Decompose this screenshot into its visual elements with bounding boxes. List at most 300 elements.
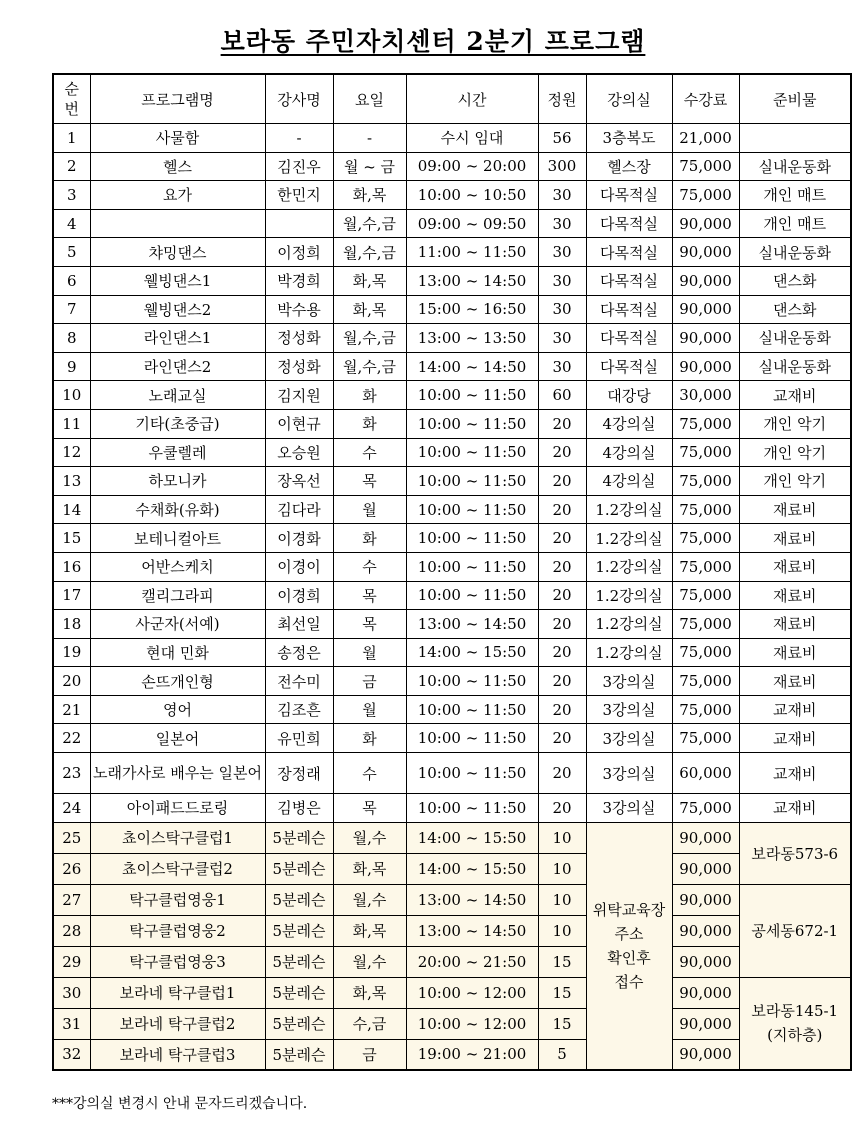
cell-day: 수,금: [333, 1008, 406, 1039]
page-title: 보라동 주민자치센터 2분기 프로그램: [220, 27, 646, 56]
cell-no: 27: [53, 884, 90, 915]
cell-teacher: 5분레슨: [265, 853, 333, 884]
cell-fee: 90,000: [672, 352, 739, 381]
cell-program: 보라네 탁구클럽1: [90, 977, 265, 1008]
cell-supplies: 재료비: [739, 667, 851, 696]
cell-supplies: [739, 124, 851, 153]
cell-room: 다목적실: [586, 324, 672, 353]
cell-time: 14:00 ~ 15:50: [406, 822, 538, 853]
cell-time: 09:00 ~ 20:00: [406, 152, 538, 181]
table-row: [53, 884, 851, 915]
cell-time: 13:00 ~ 14:50: [406, 915, 538, 946]
cell-day: 월: [333, 638, 406, 667]
cell-fee: 75,000: [672, 409, 739, 438]
cell-no: 10: [53, 381, 90, 410]
cell-program: 라인댄스2: [90, 352, 265, 381]
cell-fee: 90,000: [672, 209, 739, 238]
table-row: [53, 1039, 851, 1070]
table-row: [53, 381, 851, 410]
cell-fee: 90,000: [672, 977, 739, 1008]
cell-day: 월,수: [333, 822, 406, 853]
cell-room: 3강의실: [586, 724, 672, 753]
table-header-row: [53, 74, 851, 124]
cell-fee: 30,000: [672, 381, 739, 410]
cell-program: 아이패드드로링: [90, 794, 265, 823]
cell-no: 29: [53, 946, 90, 977]
cell-capacity: 10: [538, 822, 586, 853]
cell-program: 캘리그라피: [90, 581, 265, 610]
cell-capacity: 20: [538, 724, 586, 753]
cell-time: 14:00 ~ 15:50: [406, 853, 538, 884]
cell-no: 24: [53, 794, 90, 823]
club-address-2: 공세동672-1: [739, 884, 851, 977]
cell-time: 10:00 ~ 11:50: [406, 467, 538, 496]
table-row: [53, 794, 851, 823]
cell-day: 월 ~ 금: [333, 152, 406, 181]
cell-program: 수채화(유화): [90, 495, 265, 524]
cell-teacher: 한민지: [265, 181, 333, 210]
cell-day: 목: [333, 467, 406, 496]
club-address-3-main: 보라동145-1: [751, 1002, 839, 1021]
cell-time: 19:00 ~ 21:00: [406, 1039, 538, 1070]
cell-supplies: 실내운동화: [739, 352, 851, 381]
cell-room: 1.2강의실: [586, 524, 672, 553]
table-row: [53, 977, 851, 1008]
cell-room: 3강의실: [586, 753, 672, 794]
cell-program: 웰빙댄스2: [90, 295, 265, 324]
cell-no: 12: [53, 438, 90, 467]
cell-capacity: 300: [538, 152, 586, 181]
cell-teacher: 김진우: [265, 152, 333, 181]
cell-program: 노래가사로 배우는 일본어: [90, 753, 265, 794]
cell-no: 32: [53, 1039, 90, 1070]
cell-teacher: 이정희: [265, 238, 333, 267]
cell-time: 10:00 ~ 11:50: [406, 667, 538, 696]
cell-capacity: 20: [538, 753, 586, 794]
cell-fee: 75,000: [672, 581, 739, 610]
cell-time: 10:00 ~ 11:50: [406, 724, 538, 753]
club-address-3-sub: (지하층): [767, 1026, 823, 1045]
cell-time: 14:00 ~ 15:50: [406, 638, 538, 667]
cell-fee: 75,000: [672, 152, 739, 181]
cell-program: 하모니카: [90, 467, 265, 496]
table-row: [53, 638, 851, 667]
table-row: [53, 438, 851, 467]
cell-time: 11:00 ~ 11:50: [406, 238, 538, 267]
cell-time: 10:00 ~ 11:50: [406, 438, 538, 467]
cell-day: 월: [333, 695, 406, 724]
cell-day: 월: [333, 495, 406, 524]
cell-supplies: 개인 매트: [739, 181, 851, 210]
table-row: [53, 352, 851, 381]
cell-fee: 75,000: [672, 495, 739, 524]
cell-fee: 90,000: [672, 946, 739, 977]
cell-fee: 90,000: [672, 915, 739, 946]
cell-no: 26: [53, 853, 90, 884]
cell-no: 31: [53, 1008, 90, 1039]
cell-room: 3층복도: [586, 124, 672, 153]
cell-fee: 75,000: [672, 552, 739, 581]
cell-program: 요가: [90, 181, 265, 210]
cell-teacher: 박수용: [265, 295, 333, 324]
cell-supplies: 실내운동화: [739, 152, 851, 181]
cell-teacher: 5분레슨: [265, 884, 333, 915]
cell-no: 30: [53, 977, 90, 1008]
cell-capacity: 30: [538, 352, 586, 381]
cell-capacity: 30: [538, 324, 586, 353]
cell-fee: 90,000: [672, 238, 739, 267]
cell-teacher: 전수미: [265, 667, 333, 696]
cell-teacher: 5분레슨: [265, 822, 333, 853]
header-time: 시간: [406, 74, 538, 124]
cell-capacity: 10: [538, 915, 586, 946]
cell-teacher: 5분레슨: [265, 1039, 333, 1070]
cell-room: 4강의실: [586, 409, 672, 438]
header-room: 강의실: [586, 74, 672, 124]
cell-time: 10:00 ~ 11:50: [406, 409, 538, 438]
cell-time: 10:00 ~ 12:00: [406, 977, 538, 1008]
cell-day: 화,목: [333, 266, 406, 295]
table-row: [53, 524, 851, 553]
cell-no: 22: [53, 724, 90, 753]
cell-program: 챠밍댄스: [90, 238, 265, 267]
cell-program: 헬스: [90, 152, 265, 181]
cell-program: 보테니컬아트: [90, 524, 265, 553]
cell-time: 수시 임대: [406, 124, 538, 153]
cell-room: 다목적실: [586, 238, 672, 267]
cell-day: 월,수: [333, 884, 406, 915]
cell-no: 25: [53, 822, 90, 853]
table-row: [53, 266, 851, 295]
cell-day: 금: [333, 1039, 406, 1070]
cell-room: 4강의실: [586, 467, 672, 496]
cell-no: 1: [53, 124, 90, 153]
cell-no: 2: [53, 152, 90, 181]
cell-capacity: 20: [538, 581, 586, 610]
cell-program: 우쿨렐레: [90, 438, 265, 467]
cell-fee: 90,000: [672, 266, 739, 295]
cell-time: 10:00 ~ 11:50: [406, 381, 538, 410]
cell-day: 화,목: [333, 977, 406, 1008]
cell-teacher: 이경화: [265, 524, 333, 553]
cell-no: 23: [53, 753, 90, 794]
cell-room: 다목적실: [586, 352, 672, 381]
header-day: 요일: [333, 74, 406, 124]
cell-time: 13:00 ~ 14:50: [406, 610, 538, 639]
cell-room: 1.2강의실: [586, 581, 672, 610]
cell-program: 보라네 탁구클럽2: [90, 1008, 265, 1039]
cell-room: 3강의실: [586, 794, 672, 823]
cell-room: 1.2강의실: [586, 495, 672, 524]
cell-time: 10:00 ~ 11:50: [406, 794, 538, 823]
cell-teacher: 장옥선: [265, 467, 333, 496]
cell-day: 화,목: [333, 853, 406, 884]
cell-capacity: 20: [538, 667, 586, 696]
cell-supplies: 실내운동화: [739, 238, 851, 267]
cell-no: 9: [53, 352, 90, 381]
cell-capacity: 10: [538, 853, 586, 884]
cell-supplies: 재료비: [739, 495, 851, 524]
cell-capacity: 20: [538, 638, 586, 667]
cell-teacher: 5분레슨: [265, 946, 333, 977]
club-address-3: [739, 977, 851, 1070]
cell-fee: 21,000: [672, 124, 739, 153]
cell-teacher: 이현규: [265, 409, 333, 438]
cell-program: 현대 민화: [90, 638, 265, 667]
cell-fee: 75,000: [672, 695, 739, 724]
cell-room: 3강의실: [586, 667, 672, 696]
cell-fee: 90,000: [672, 853, 739, 884]
cell-program: 일본어: [90, 724, 265, 753]
cell-fee: 90,000: [672, 324, 739, 353]
cell-day: 화: [333, 381, 406, 410]
cell-time: 10:00 ~ 11:50: [406, 552, 538, 581]
cell-capacity: 10: [538, 884, 586, 915]
cell-capacity: 20: [538, 610, 586, 639]
cell-day: 화,목: [333, 181, 406, 210]
footnote: ***강의실 변경시 안내 문자드리겠습니다.: [52, 1096, 308, 1112]
cell-program: 손뜨개인형: [90, 667, 265, 696]
cell-fee: 75,000: [672, 467, 739, 496]
cell-day: 목: [333, 581, 406, 610]
cell-capacity: 15: [538, 946, 586, 977]
cell-teacher: 박경희: [265, 266, 333, 295]
cell-supplies: 교재비: [739, 753, 851, 794]
cell-time: 10:00 ~ 11:50: [406, 524, 538, 553]
cell-fee: 60,000: [672, 753, 739, 794]
cell-teacher: 정성화: [265, 324, 333, 353]
cell-day: 월,수: [333, 946, 406, 977]
club-address-1: 보라동573-6: [739, 822, 851, 884]
cell-capacity: 56: [538, 124, 586, 153]
cell-teacher: 최선일: [265, 610, 333, 639]
cell-program: 보라네 탁구클럽3: [90, 1039, 265, 1070]
cell-day: 화: [333, 409, 406, 438]
table-row: [53, 181, 851, 210]
cell-teacher: 장정래: [265, 753, 333, 794]
cell-no: 16: [53, 552, 90, 581]
cell-day: -: [333, 124, 406, 153]
cell-teacher: 5분레슨: [265, 1008, 333, 1039]
header-program: 프로그램명: [90, 74, 265, 124]
cell-fee: 75,000: [672, 181, 739, 210]
cell-time: 13:00 ~ 14:50: [406, 266, 538, 295]
cell-supplies: 교재비: [739, 724, 851, 753]
table-row: [53, 552, 851, 581]
table-row: [53, 853, 851, 884]
cell-fee: 90,000: [672, 822, 739, 853]
cell-room: 1.2강의실: [586, 610, 672, 639]
table-row: [53, 209, 851, 238]
cell-capacity: 20: [538, 438, 586, 467]
table-row: [53, 467, 851, 496]
cell-program: [90, 209, 265, 238]
cell-no: 20: [53, 667, 90, 696]
cell-program: 탁구클럽영웅3: [90, 946, 265, 977]
header-fee: 수강료: [672, 74, 739, 124]
cell-capacity: 30: [538, 266, 586, 295]
cell-no: 3: [53, 181, 90, 210]
cell-supplies: 재료비: [739, 524, 851, 553]
cell-no: 4: [53, 209, 90, 238]
cell-program: 기타(초중급): [90, 409, 265, 438]
cell-program: 웰빙댄스1: [90, 266, 265, 295]
cell-day: 화: [333, 524, 406, 553]
cell-time: 10:00 ~ 11:50: [406, 495, 538, 524]
cell-time: 13:00 ~ 13:50: [406, 324, 538, 353]
cell-fee: 75,000: [672, 667, 739, 696]
cell-day: 수: [333, 753, 406, 794]
cell-fee: 90,000: [672, 1039, 739, 1070]
cell-fee: 75,000: [672, 724, 739, 753]
cell-capacity: 20: [538, 695, 586, 724]
cell-no: 8: [53, 324, 90, 353]
header-capacity: 정원: [538, 74, 586, 124]
cell-teacher: 송정은: [265, 638, 333, 667]
table-row: [53, 822, 851, 853]
cell-capacity: 30: [538, 209, 586, 238]
cell-room: 헬스장: [586, 152, 672, 181]
club-room-note: 위탁교육장 주소 확인후 접수: [586, 822, 672, 1070]
table-row: [53, 915, 851, 946]
cell-day: 월,수,금: [333, 352, 406, 381]
cell-teacher: 5분레슨: [265, 977, 333, 1008]
table-row: [53, 495, 851, 524]
cell-supplies: 실내운동화: [739, 324, 851, 353]
cell-fee: 90,000: [672, 295, 739, 324]
cell-capacity: 20: [538, 495, 586, 524]
cell-supplies: 댄스화: [739, 266, 851, 295]
cell-room: 다목적실: [586, 181, 672, 210]
cell-teacher: 김다라: [265, 495, 333, 524]
cell-fee: 75,000: [672, 638, 739, 667]
cell-day: 수: [333, 552, 406, 581]
cell-capacity: 20: [538, 524, 586, 553]
cell-teacher: [265, 209, 333, 238]
cell-no: 15: [53, 524, 90, 553]
cell-no: 13: [53, 467, 90, 496]
cell-no: 21: [53, 695, 90, 724]
table-row: [53, 238, 851, 267]
table-row: [53, 724, 851, 753]
header-no: 순 번: [53, 74, 90, 124]
cell-teacher: 김지원: [265, 381, 333, 410]
cell-capacity: 15: [538, 1008, 586, 1039]
cell-day: 화: [333, 724, 406, 753]
table-row: [53, 409, 851, 438]
cell-supplies: 개인 매트: [739, 209, 851, 238]
cell-capacity: 5: [538, 1039, 586, 1070]
table-row: [53, 753, 851, 794]
cell-capacity: 20: [538, 794, 586, 823]
cell-no: 18: [53, 610, 90, 639]
table-row: [53, 1008, 851, 1039]
cell-teacher: 5분레슨: [265, 915, 333, 946]
cell-room: 1.2강의실: [586, 552, 672, 581]
cell-no: 11: [53, 409, 90, 438]
cell-time: 09:00 ~ 09:50: [406, 209, 538, 238]
cell-fee: 75,000: [672, 524, 739, 553]
cell-day: 목: [333, 610, 406, 639]
cell-supplies: 재료비: [739, 552, 851, 581]
cell-time: 13:00 ~ 14:50: [406, 884, 538, 915]
cell-teacher: 유민희: [265, 724, 333, 753]
cell-no: 6: [53, 266, 90, 295]
cell-teacher: 이경이: [265, 552, 333, 581]
cell-capacity: 30: [538, 238, 586, 267]
cell-no: 28: [53, 915, 90, 946]
cell-supplies: 재료비: [739, 610, 851, 639]
cell-fee: 90,000: [672, 1008, 739, 1039]
cell-day: 화,목: [333, 295, 406, 324]
cell-capacity: 30: [538, 295, 586, 324]
cell-program: 탁구클럽영웅2: [90, 915, 265, 946]
cell-no: 7: [53, 295, 90, 324]
cell-program: 어반스케치: [90, 552, 265, 581]
cell-teacher: -: [265, 124, 333, 153]
header-teacher: 강사명: [265, 74, 333, 124]
cell-program: 사군자(서예): [90, 610, 265, 639]
cell-time: 10:00 ~ 11:50: [406, 581, 538, 610]
cell-day: 월,수,금: [333, 324, 406, 353]
cell-room: 다목적실: [586, 266, 672, 295]
cell-program: 사물함: [90, 124, 265, 153]
cell-room: 다목적실: [586, 295, 672, 324]
table-row: [53, 124, 851, 153]
cell-day: 월,수,금: [333, 238, 406, 267]
cell-time: 14:00 ~ 14:50: [406, 352, 538, 381]
table-row: [53, 695, 851, 724]
cell-program: 라인댄스1: [90, 324, 265, 353]
cell-program: 영어: [90, 695, 265, 724]
cell-day: 월,수,금: [333, 209, 406, 238]
cell-day: 금: [333, 667, 406, 696]
cell-no: 17: [53, 581, 90, 610]
table-row: [53, 667, 851, 696]
cell-teacher: 오승원: [265, 438, 333, 467]
cell-day: 목: [333, 794, 406, 823]
cell-no: 5: [53, 238, 90, 267]
cell-time: 10:00 ~ 12:00: [406, 1008, 538, 1039]
cell-supplies: 재료비: [739, 581, 851, 610]
cell-time: 15:00 ~ 16:50: [406, 295, 538, 324]
cell-program: 쵸이스탁구클럽2: [90, 853, 265, 884]
cell-day: 수: [333, 438, 406, 467]
table-row: [53, 324, 851, 353]
table-row: [53, 610, 851, 639]
cell-day: 화,목: [333, 915, 406, 946]
cell-time: 10:00 ~ 10:50: [406, 181, 538, 210]
cell-capacity: 15: [538, 977, 586, 1008]
cell-program: 노래교실: [90, 381, 265, 410]
cell-capacity: 20: [538, 409, 586, 438]
cell-supplies: 교재비: [739, 381, 851, 410]
cell-room: 3강의실: [586, 695, 672, 724]
cell-supplies: 재료비: [739, 638, 851, 667]
cell-supplies: 개인 악기: [739, 409, 851, 438]
table-row: [53, 295, 851, 324]
cell-time: 10:00 ~ 11:50: [406, 695, 538, 724]
program-table: [52, 73, 852, 1071]
cell-fee: 90,000: [672, 884, 739, 915]
cell-teacher: 정성화: [265, 352, 333, 381]
cell-supplies: 개인 악기: [739, 438, 851, 467]
table-row: [53, 946, 851, 977]
cell-capacity: 60: [538, 381, 586, 410]
table-row: [53, 152, 851, 181]
cell-room: 1.2강의실: [586, 638, 672, 667]
table-row: [53, 581, 851, 610]
